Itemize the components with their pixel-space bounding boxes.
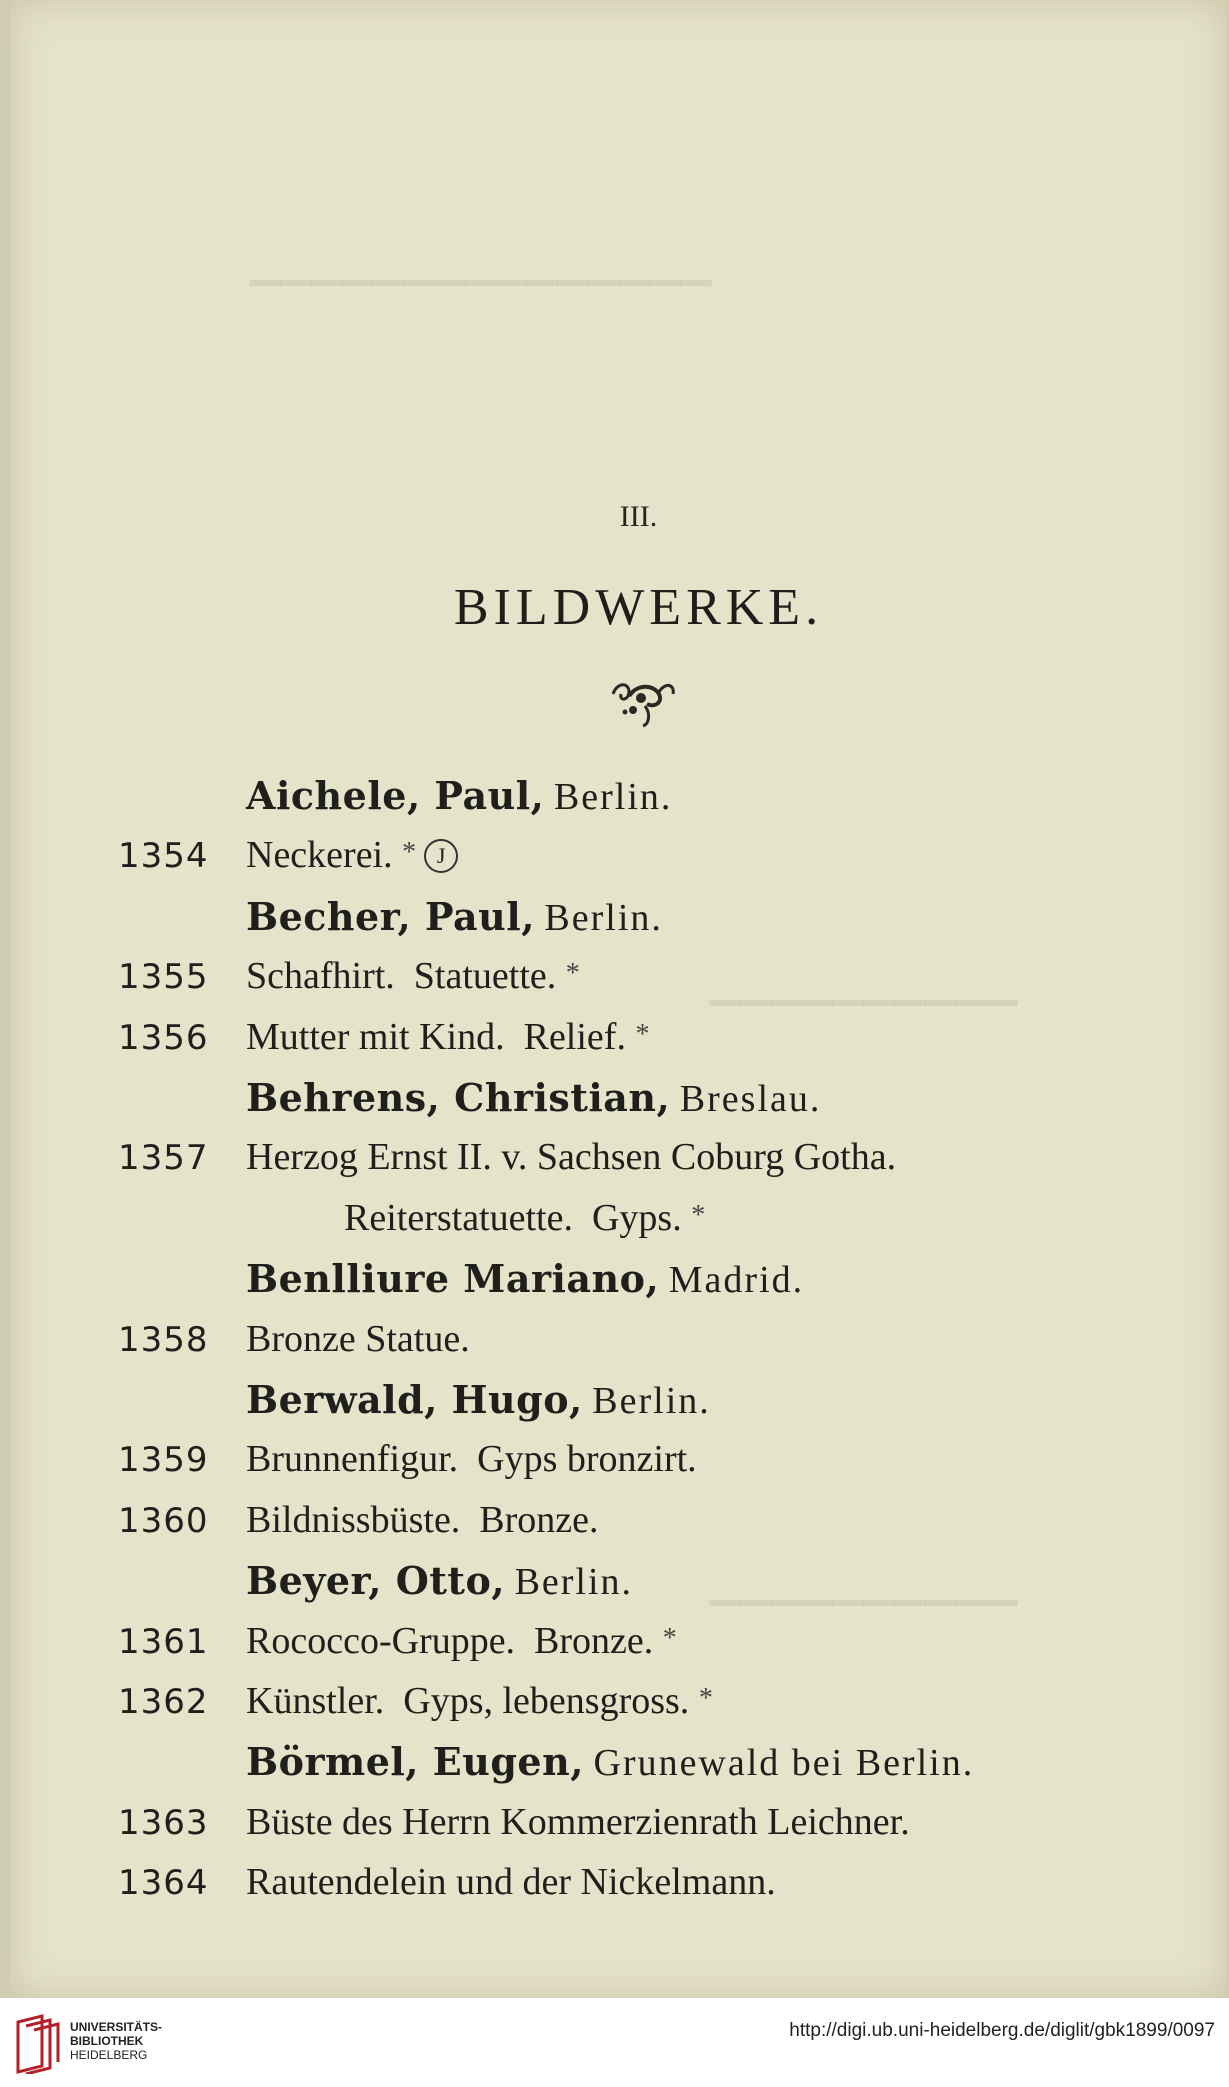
section-title: BILDWERKE.	[453, 579, 824, 636]
entry-number: 1356	[118, 1017, 209, 1058]
logo-line: BIBLIOTHEK	[70, 2034, 144, 2048]
artist-city: Grunewald bei Berlin.	[593, 1742, 975, 1785]
artist-name: Berwald, Hugo,	[246, 1377, 583, 1422]
entry-number: 1358	[118, 1319, 209, 1360]
asterisk-mark: *	[698, 1683, 713, 1714]
section-number: III.	[619, 500, 658, 533]
catalogue-entry	[10, 1614, 1227, 1674]
entry-title: Mutter mit Kind. Relief.	[246, 1015, 626, 1058]
entry-number: 1361	[118, 1621, 209, 1662]
source-url[interactable]: http://digi.ub.uni-heidelberg.de/diglit/gbk1899/0097	[789, 2020, 1215, 2041]
logo-line: UNIVERSITÄTS-	[70, 2020, 163, 2034]
artist-city: Breslau.	[679, 1078, 822, 1120]
entry-number: 1364	[118, 1863, 209, 1904]
artist-city: Berlin.	[553, 776, 673, 818]
entry-number: 1354	[118, 836, 209, 877]
library-logo-text	[70, 2020, 162, 2062]
entry-title: Reiterstatuette. Gyps.	[344, 1196, 682, 1239]
artist-name: Benlliure Mariano,	[246, 1256, 660, 1302]
footer-bar	[0, 1998, 1229, 2087]
entry-number: 1357	[118, 1138, 209, 1179]
entry-title: Neckerei.	[246, 834, 393, 877]
artist-city: Berlin.	[514, 1561, 634, 1604]
library-logo-icon	[12, 2012, 62, 2074]
entry-title: Herzog Ernst II. v. Sachsen Coburg Gotha.	[246, 1136, 897, 1179]
artist-name: Beyer, Otto,	[246, 1558, 506, 1604]
catalogue-entry	[10, 1130, 1227, 1190]
artist-heading	[10, 768, 1227, 828]
entry-continuation	[10, 1191, 1227, 1251]
artist-name: Becher, Paul,	[246, 893, 535, 939]
artist-city: Berlin.	[592, 1380, 711, 1422]
catalogue-entry	[10, 1795, 1227, 1855]
circled-letter-badge: J	[424, 839, 458, 873]
asterisk-mark: *	[662, 1622, 677, 1654]
logo-line: HEIDELBERG	[70, 2048, 148, 2062]
entry-number: 1355	[118, 957, 209, 998]
catalogue-entry	[10, 949, 1227, 1009]
artist-heading	[10, 1070, 1227, 1130]
bleed-through: ▁▁▁▁▁▁▁▁▁▁▁▁▁▁▁	[250, 240, 712, 286]
asterisk-mark: *	[402, 837, 417, 869]
scanned-page	[10, 0, 1227, 1998]
entry-title: Bildnissbüste. Bronze.	[246, 1498, 599, 1541]
entry-title: Rococco-Gruppe. Bronze.	[246, 1619, 654, 1662]
bleed-through: ▁▁▁▁▁▁▁▁▁▁	[710, 960, 1018, 1006]
catalogue-entry	[10, 1312, 1227, 1372]
bleed-through: ▁▁▁▁▁▁▁▁▁▁	[710, 1560, 1018, 1606]
artist-heading	[10, 889, 1227, 949]
catalogue-entry	[10, 1010, 1227, 1070]
entry-number: 1362	[118, 1682, 209, 1722]
artist-heading	[10, 1251, 1227, 1311]
entry-number: 1359	[118, 1440, 209, 1481]
asterisk-mark: *	[691, 1199, 706, 1231]
artist-heading	[10, 1734, 1227, 1794]
artist-name: Aichele, Paul,	[246, 773, 545, 818]
entry-title: Büste des Herrn Kommerzienrath Leichner.	[246, 1800, 910, 1843]
entry-title: Brunnenfigur. Gyps bronzirt.	[246, 1438, 697, 1481]
entry-title: Bronze Statue.	[246, 1317, 470, 1360]
asterisk-mark: *	[565, 958, 580, 990]
entry-title: Schafhirt. Statuette.	[246, 955, 557, 998]
asterisk-mark: *	[635, 1018, 650, 1050]
catalogue-entry	[10, 1432, 1227, 1492]
artist-name: Behrens, Christian,	[246, 1075, 671, 1120]
artist-heading	[10, 1553, 1227, 1613]
catalogue-entry	[10, 1493, 1227, 1553]
catalogue-entry	[10, 1674, 1227, 1734]
entry-number: 1363	[118, 1802, 209, 1843]
floral-ornament-icon	[603, 672, 683, 732]
artist-city: Madrid.	[668, 1259, 805, 1302]
entry-title: Rautendelein und der Nickelmann.	[246, 1861, 776, 1904]
entry-number: 1360	[118, 1500, 209, 1541]
artist-heading	[10, 1372, 1227, 1432]
artist-name: Börmel, Eugen,	[246, 1739, 584, 1785]
artist-city: Berlin.	[544, 896, 663, 939]
catalogue-entry	[10, 828, 1227, 888]
entry-title: Künstler. Gyps, lebensgross.	[246, 1680, 690, 1722]
catalogue-entry	[10, 1855, 1227, 1915]
